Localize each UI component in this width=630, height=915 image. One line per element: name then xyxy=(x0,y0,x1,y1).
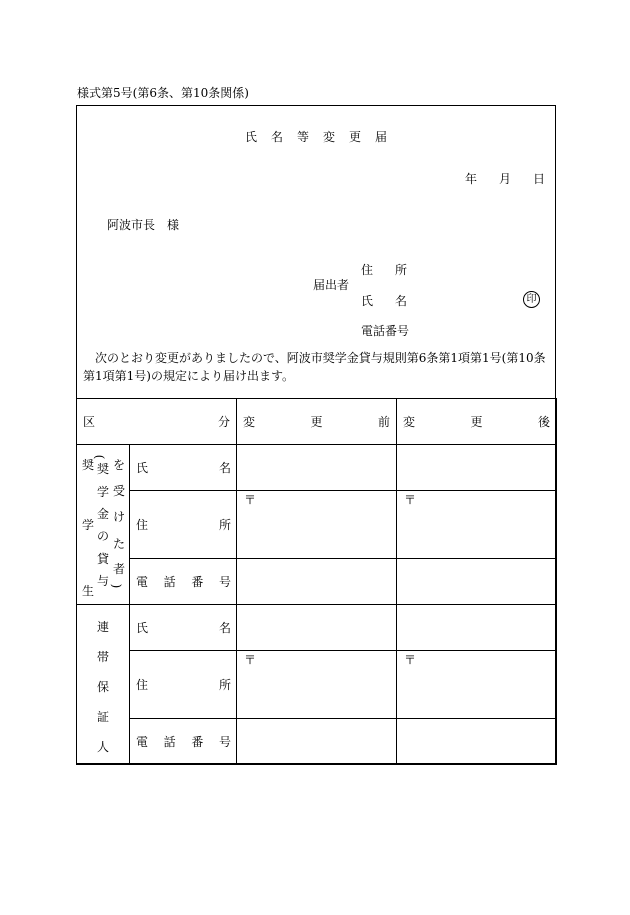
postal-mark-icon: 〒 xyxy=(404,493,417,507)
guarantor-phone-after-field[interactable] xyxy=(397,719,557,765)
addressee-name: 阿波市長 xyxy=(107,218,156,232)
vertical-char: た xyxy=(113,537,126,551)
title-char: 変 xyxy=(323,130,336,144)
label-char: 所 xyxy=(218,678,231,692)
guarantor-name-label xyxy=(130,605,237,651)
student-phone-label xyxy=(130,559,237,605)
vertical-char: 受 xyxy=(113,484,126,498)
header-char: 変 xyxy=(403,415,416,429)
vertical-char: 奨 xyxy=(97,462,110,476)
applicant-phone-label: 電話番号 xyxy=(361,324,410,338)
postal-mark-icon: 〒 xyxy=(404,653,417,667)
vertical-char: 金 xyxy=(97,507,110,521)
header-char: 分 xyxy=(217,415,230,429)
header-char: 変 xyxy=(243,415,256,429)
change-table xyxy=(76,398,557,765)
vertical-char: 与 xyxy=(97,574,110,588)
guarantor-name-after-field[interactable] xyxy=(397,605,557,651)
label-char: 住 xyxy=(361,263,374,277)
vertical-char: 学 xyxy=(97,485,110,499)
vertical-char: を xyxy=(113,458,126,472)
header-char: 後 xyxy=(537,415,550,429)
vertical-char: ( xyxy=(92,454,107,460)
guarantor-phone-label xyxy=(130,719,237,765)
student-address-label xyxy=(130,491,237,559)
guarantor-name-before-field[interactable] xyxy=(237,605,397,651)
vertical-char: 保 xyxy=(97,680,110,694)
header-before xyxy=(237,399,397,445)
label-char: 電 xyxy=(136,735,149,749)
vertical-char: 者 xyxy=(113,562,126,576)
vertical-char: 連 xyxy=(97,620,110,634)
header-category xyxy=(77,399,237,445)
date-month: 月 xyxy=(499,172,512,186)
vertical-char: 学 xyxy=(82,518,95,532)
vertical-char: の xyxy=(97,529,110,543)
label-char: 電 xyxy=(136,575,149,589)
student-name-after-field[interactable] xyxy=(397,445,557,491)
guarantor-phone-before-field[interactable] xyxy=(237,719,397,765)
form-number: 様式第5号(第6条、第10条関係) xyxy=(77,86,249,100)
guarantor-address-row xyxy=(77,651,557,719)
statement-text: 次のとおり変更がありましたので、阿波市奨学金貸与規則第6条第1項第1号(第10条第1項第1号)の規定により届け出ます。 xyxy=(83,351,546,383)
postal-mark-icon: 〒 xyxy=(244,493,257,507)
vertical-char: 人 xyxy=(97,740,110,754)
header-char: 前 xyxy=(377,415,390,429)
label-char: 名 xyxy=(218,621,231,635)
label-char: 番 xyxy=(191,735,204,749)
vertical-char: 生 xyxy=(82,584,95,598)
student-name-label xyxy=(130,445,237,491)
student-name-row xyxy=(77,445,557,491)
form-frame xyxy=(76,105,556,764)
postal-mark-icon: 〒 xyxy=(244,653,257,667)
title-char: 氏 xyxy=(244,130,257,144)
addressee-honorific: 様 xyxy=(167,218,180,232)
header-after xyxy=(397,399,557,445)
date-year: 年 xyxy=(465,172,478,186)
student-address-after-field[interactable] xyxy=(397,491,557,559)
vertical-char: ) xyxy=(109,583,124,589)
header-row xyxy=(77,399,557,445)
student-phone-row xyxy=(77,559,557,605)
form-title xyxy=(77,128,555,145)
vertical-char: け xyxy=(113,510,126,524)
date-line xyxy=(443,170,545,187)
label-char: 所 xyxy=(395,263,408,277)
header-char: 区 xyxy=(83,415,96,429)
label-char: 住 xyxy=(136,518,149,532)
student-address-before-field[interactable] xyxy=(237,491,397,559)
vertical-char: 奨 xyxy=(82,458,95,472)
header-char: 更 xyxy=(310,415,323,429)
vertical-char: 貸 xyxy=(97,552,110,566)
label-char: 氏 xyxy=(361,294,374,308)
label-char: 住 xyxy=(136,678,149,692)
label-char: 名 xyxy=(218,461,231,475)
vertical-char: 証 xyxy=(97,710,110,724)
label-char: 話 xyxy=(163,735,176,749)
vertical-char: 帯 xyxy=(97,650,110,664)
label-char: 号 xyxy=(218,575,231,589)
applicant-heading: 届出者 xyxy=(313,278,350,292)
label-char: 氏 xyxy=(136,461,149,475)
student-phone-after-field[interactable] xyxy=(397,559,557,605)
seal-mark-icon: 印 xyxy=(523,291,540,308)
applicant-address-label xyxy=(361,261,407,278)
title-char: 名 xyxy=(270,130,283,144)
guarantor-address-before-field[interactable] xyxy=(237,651,397,719)
title-char: 更 xyxy=(349,130,362,144)
date-day: 日 xyxy=(533,172,546,186)
label-char: 話 xyxy=(163,575,176,589)
guarantor-name-row xyxy=(77,605,557,651)
student-address-row xyxy=(77,491,557,559)
student-group-label xyxy=(77,445,130,605)
label-char: 名 xyxy=(395,294,408,308)
guarantor-address-label xyxy=(130,651,237,719)
applicant-name-label xyxy=(361,292,407,309)
label-char: 番 xyxy=(191,575,204,589)
student-phone-before-field[interactable] xyxy=(237,559,397,605)
title-char: 届 xyxy=(375,130,388,144)
guarantor-group-label xyxy=(77,605,130,765)
student-name-before-field[interactable] xyxy=(237,445,397,491)
guarantor-phone-row xyxy=(77,719,557,765)
title-char: 等 xyxy=(296,130,309,144)
label-char: 氏 xyxy=(136,621,149,635)
guarantor-address-after-field[interactable] xyxy=(397,651,557,719)
header-char: 更 xyxy=(470,415,483,429)
addressee xyxy=(107,216,179,233)
label-char: 所 xyxy=(218,518,231,532)
label-char: 号 xyxy=(218,735,231,749)
